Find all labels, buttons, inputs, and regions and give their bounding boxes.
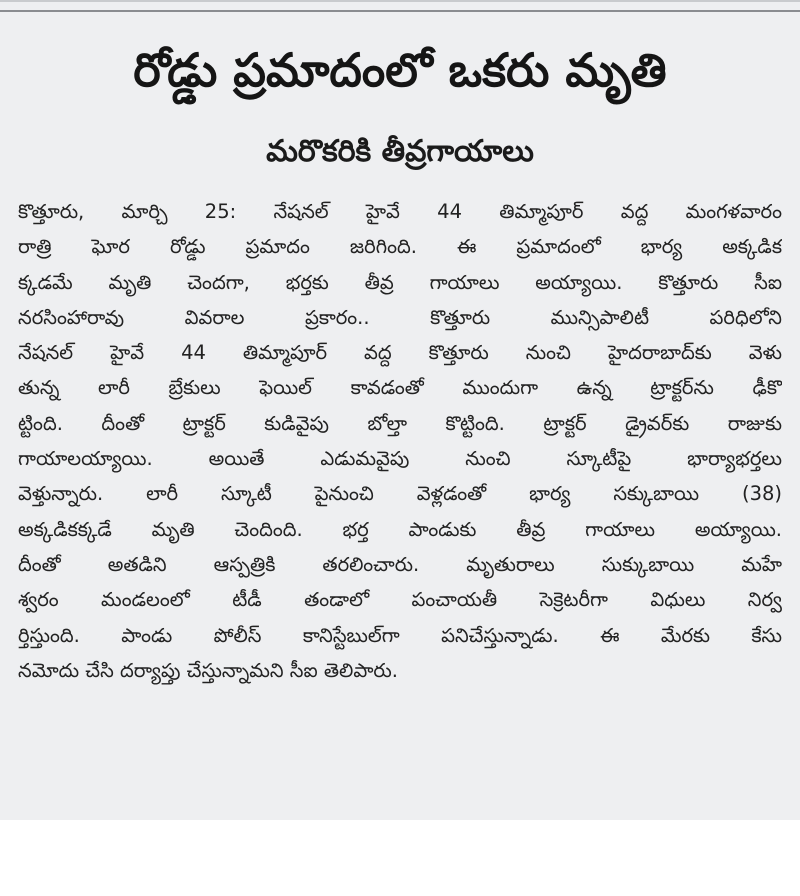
body-line: దీంతో అతడిని ఆస్పత్రికి తరలించారు. మృతురాలు సుక్కుబాయి మహే [18, 552, 782, 576]
body-line: నరసింహారావు వివరాల ప్రకారం.. కొత్తూరు మున్సిపాలిటీ పరిధిలోని [18, 305, 782, 329]
article-body [18, 194, 782, 688]
body-line: అక్కడికక్కడే మృతి చెందింది. భర్త పాండుకు తీవ్ర గాయాలు అయ్యాయి. [18, 517, 782, 541]
body-line: కొత్తూరు, మార్చి 25: నేషనల్ హైవే 44 తిమ్మాపూర్ వద్ద మంగళవారం [18, 200, 782, 223]
body-line: తున్న లారీ బ్రేకులు ఫెయిల్ కావడంతో ముందుగా ఉన్న ట్రాక్టర్‌ను ఢీకొ [18, 376, 782, 400]
body-line: నమోదు చేసి దర్యాప్తు చేస్తున్నామని సీఐ తెలిపారు. [18, 658, 398, 682]
top-divider [0, 10, 800, 12]
subheadline: మరొకరికి తీవ్రగాయాలు [266, 134, 534, 169]
body-line: గాయాలయ్యాయి. అయితే ఎడుమవైపు నుంచి స్కూటీపై భార్యాభర్తలు [18, 447, 782, 471]
body-line: క్కడమే మృతి చెందగా, భర్తకు తీవ్ర గాయాలు అయ్యాయి. కొత్తూరు సీఐ [18, 270, 782, 294]
body-line: ర్తిస్తుంది. పాండు పోలీస్ కానిస్టేబుల్‌గా పనిచేస్తున్నాడు. ఈ మేరకు కేసు [18, 623, 782, 647]
body-line: ట్టింది. దీంతో ట్రాక్టర్ కుడివైపు బోల్తా కొట్టింది. ట్రాక్టర్ డ్రైవర్‌కు రాజుకు [18, 411, 782, 435]
body-line: వెళ్తున్నారు. లారీ స్కూటీ పైనుంచి వెళ్లడంతో భార్య సక్కుబాయి (38) [18, 482, 782, 506]
body-line: రాత్రి ఘోర రోడ్డు ప్రమాదం జరిగింది. ఈ ప్రమాదంలో భార్య అక్కడిక [18, 235, 782, 259]
body-line: నేషనల్ హైవే 44 తిమ్మాపూర్ వద్ద కొత్తూరు నుంచి హైదరాబాద్‌కు వెళు [18, 341, 782, 365]
headline: రోడ్డు ప్రమాదంలో ఒకరు మృతి [133, 43, 667, 97]
body-line: శ్వరం మండలంలో టీడీ తండాలో పంచాయతీ సెక్రెటరీగా విధులు నిర్వ [18, 588, 782, 612]
